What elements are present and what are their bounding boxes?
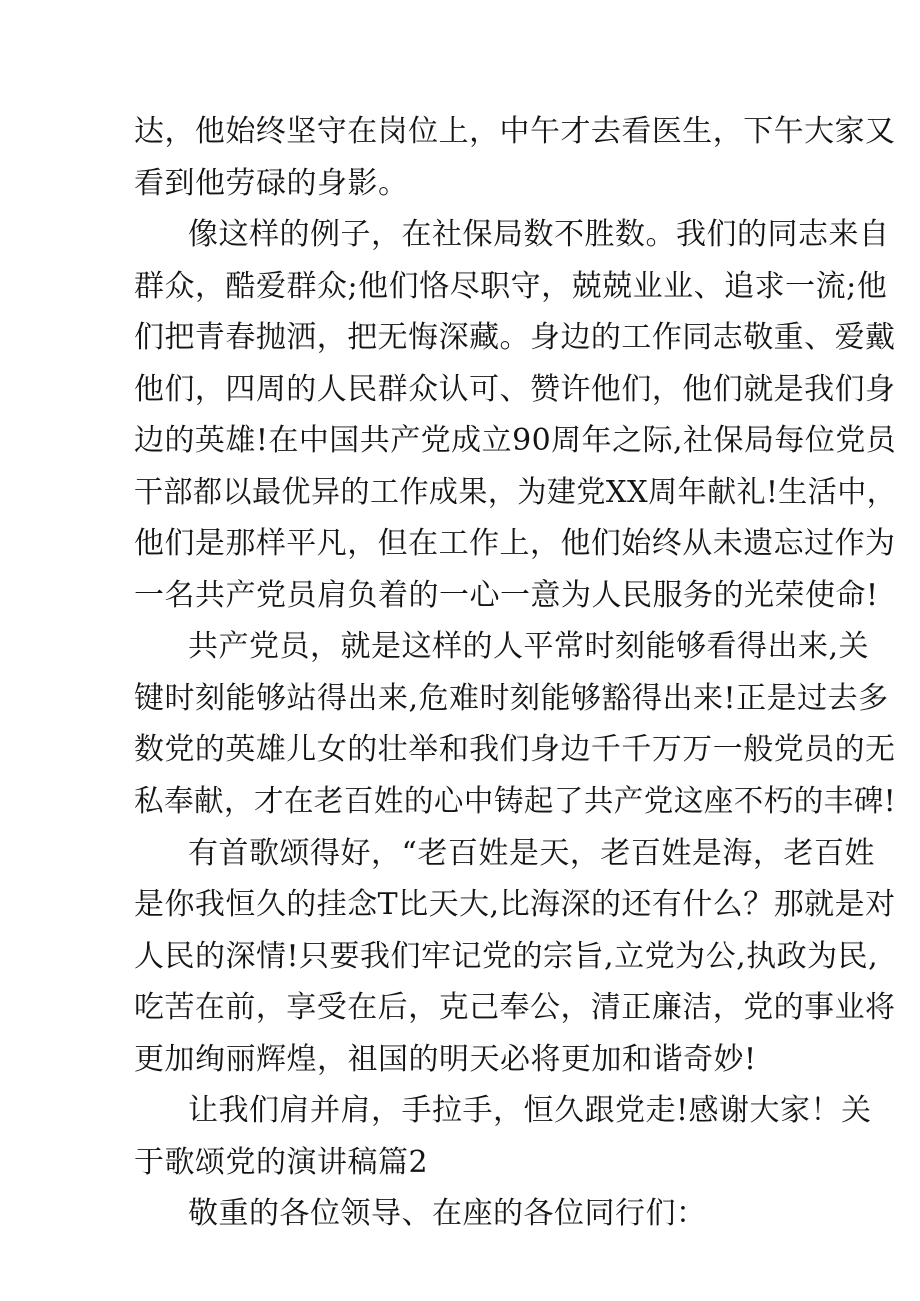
text-line: 他们，四周的人民群众认可、赞许他们，他们就是我们身 [134, 372, 896, 407]
text-line: 一名共产党员肩负着的一心一意为人民服务的光荣使命! [134, 578, 879, 613]
text-line: 干部都以最优异的工作成果，为建党XX周年献礼!生活中， [134, 475, 897, 510]
text-line: 更加绚丽辉煌，祖国的明天必将更加和谐奇妙! [134, 1042, 757, 1077]
text-line: 看到他劳碌的身影。 [134, 166, 409, 201]
paragraph-start-line: 有首歌颂得好，“老百姓是天，老百姓是海，老百姓 [188, 836, 875, 871]
text-line: 群众，酷爱群众;他们恪尽职守，兢兢业业、追求一流;他 [134, 269, 888, 304]
text-line: 们把青春抛洒，把无悔深藏。身边的工作同志敬重、爱戴 [134, 320, 896, 355]
paragraph-start-line: 像这样的例子，在社保局数不胜数。我们的同志来自 [188, 217, 890, 252]
salutation-line: 敬重的各位领导、在座的各位同行们： [188, 1196, 707, 1231]
text-line: 键时刻能够站得出来,危难时刻能够豁得出来!正是过去多 [134, 681, 889, 716]
text-line: 私奉献，才在老百姓的心中铸起了共产党这座不朽的丰碑! [134, 784, 897, 819]
section-heading-line: 于歌颂党的演讲稿篇2 [134, 1145, 429, 1180]
text-line: 人民的深情!只要我们牢记党的宗旨,立党为公,执政为民, [134, 939, 879, 974]
text-line: 达，他始终坚守在岗位上，中午才去看医生，下午大家又 [134, 114, 896, 149]
text-line: 边的英雄!在中国共产党成立90周年之际,社保局每位党员 [134, 423, 897, 458]
text-line: 吃苦在前，享受在后，克己奉公，清正廉洁，党的事业将 [134, 990, 896, 1025]
text-line: 数党的英雄儿女的壮举和我们身边千千万万一般党员的无 [134, 732, 896, 767]
text-line: 是你我恒久的挂念T比天大,比海深的还有什么？那就是对 [134, 887, 896, 922]
paragraph-start-line: 让我们肩并肩，手拉手，恒久跟党走!感谢大家！关 [188, 1093, 872, 1128]
paragraph-start-line: 共产党员，就是这样的人平常时刻能够看得出来,关 [188, 629, 870, 664]
text-line: 他们是那样平凡，但在工作上，他们始终从未遗忘过作为 [134, 526, 896, 561]
